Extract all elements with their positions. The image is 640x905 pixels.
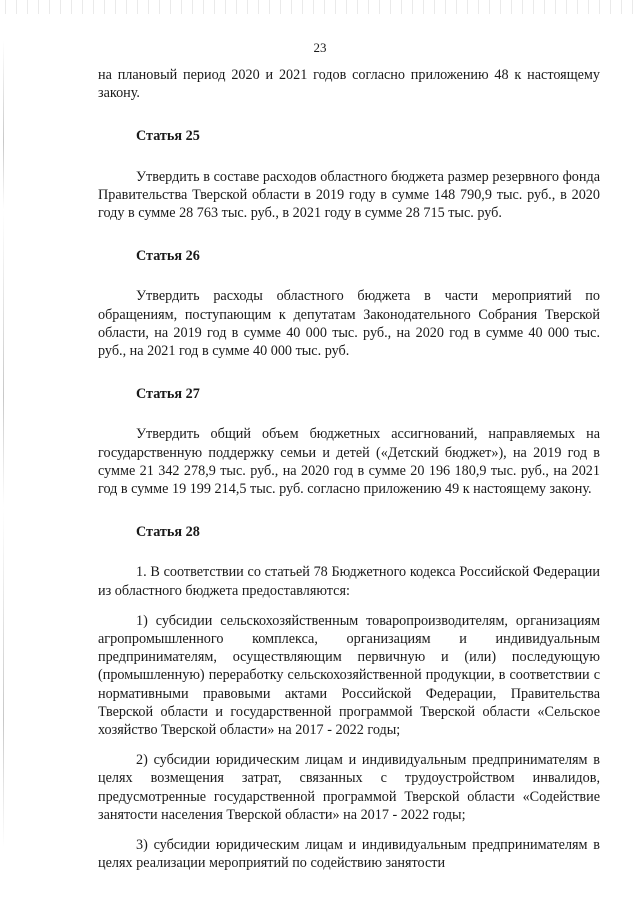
article-28-clause-1: 1. В соответствии со статьей 78 Бюджетного кодекса Российской Федерации из областного бюджета предоставляются:	[98, 564, 600, 599]
scan-artifact-top	[0, 0, 640, 14]
article-28-heading: Статья 28	[136, 524, 200, 541]
article-26-heading: Статья 26	[136, 248, 200, 265]
article-28-item-2: 2) субсидии юридическим лицам и индивидуальным предпринимателям в целях возмещения затрат, связанных с трудоустройством инвалидов, предусмотренные государственной программой Тверской области «Содействие занятости населения Тверской области» на 2017 - 2022 годы;	[98, 752, 600, 823]
paragraph-continuation: на плановый период 2020 и 2021 годов согласно приложению 48 к настоящему закону.	[98, 67, 600, 102]
article-25-heading: Статья 25	[136, 128, 200, 145]
article-28-item-3: 3) субсидии юридическим лицам и индивидуальным предпринимателям в целях реализации мероприятий по содействию занятости	[98, 837, 600, 872]
article-25-text: Утвердить в составе расходов областного бюджета размер резервного фонда Правительства Тверской области в 2019 году в сумме 148 790,9 тыс. руб., в 2020 году в сумме 28 763 тыс. руб., в 2021 году в сумме 28 715 тыс. руб.	[98, 168, 600, 222]
article-27-heading: Статья 27	[136, 386, 200, 403]
article-28-item-1: 1) субсидии сельскохозяйственным товаропроизводителям, организациям агропромышленного комплекса, организациям и индивидуальным предпринимателям, осуществляющим первичную и (или) последующую (промышленную) переработку сельскохозяйственной продукции, в соответствии с нормативными правовыми актами Российской Федерации, Правительства Тверской области и государственной программой Тверской области «Сельское хозяйство Тверской области» на 2017 - 2022 годы;	[98, 612, 600, 739]
scan-artifact-left	[3, 40, 4, 890]
page-number: 23	[313, 40, 327, 55]
document-body	[98, 66, 600, 873]
article-27-text: Утвердить общий объем бюджетных ассигнований, направляемых на государственную поддержку семьи и детей («Детский бюджет»), на 2019 год в сумме 21 342 278,9 тыс. руб., на 2020 год в сумме 20 196 180,9 тыс. руб., на 2021 год в сумме 19 199 214,5 тыс. руб. согласно приложению 49 к настоящему закону.	[98, 426, 600, 498]
article-26-text: Утвердить расходы областного бюджета в части мероприятий по обращениям, поступающим к депутатам Законодательного Собрания Тверской области, на 2019 год в сумме 40 000 тыс. руб., на 2020 год в сумме 40 000 тыс. руб., на 2021 год в сумме 40 000 тыс. руб.	[98, 288, 600, 360]
